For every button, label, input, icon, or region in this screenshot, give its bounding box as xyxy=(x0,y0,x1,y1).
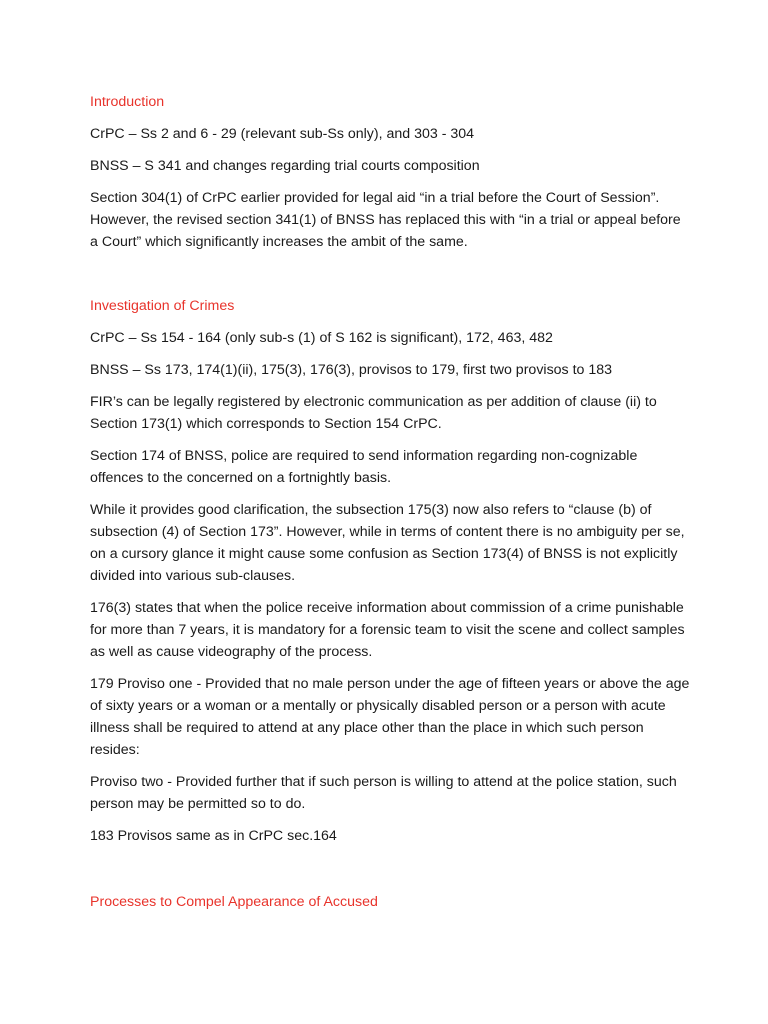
paragraph: 176(3) states that when the police receive information about commission of a crime punishable for more than 7 years, it is mandatory for a forensic team to visit the scene and collect samples as well as cause videography of the process. xyxy=(90,600,685,660)
section-processes-to-compel-appearance xyxy=(90,891,690,913)
paragraph: BNSS – Ss 173, 174(1)(ii), 175(3), 176(3), provisos to 179, first two provisos to 183 xyxy=(90,362,613,378)
paragraph: FIR’s can be legally registered by electronic communication as per addition of clause (ii) to Section 173(1) which corresponds to Section 154 CrPC. xyxy=(90,394,657,432)
paragraph: Section 304(1) of CrPC earlier provided for legal aid “in a trial before the Court of Session”. However, the revised section 341(1) of BNSS has replaced this with “in a trial or appeal before a Court” which significantly increases the ambit of the same. xyxy=(90,190,681,250)
section-spacer xyxy=(90,263,690,295)
paragraph: Section 174 of BNSS, police are required to send information regarding non-cognizable offences to the concerned on a fortnightly basis. xyxy=(90,448,638,486)
section-heading: Introduction xyxy=(90,94,165,110)
document-page xyxy=(90,91,690,923)
paragraph: CrPC – Ss 154 - 164 (only sub-s (1) of S 162 is significant), 172, 463, 482 xyxy=(90,330,553,346)
paragraph: Proviso two - Provided further that if such person is willing to attend at the police station, such person may be permitted so to do. xyxy=(90,774,677,812)
paragraph: BNSS – S 341 and changes regarding trial courts composition xyxy=(90,158,480,174)
section-spacer xyxy=(90,857,690,891)
section-heading: Investigation of Crimes xyxy=(90,298,235,314)
section-introduction xyxy=(90,91,690,253)
paragraph: 179 Proviso one - Provided that no male person under the age of fifteen years or above the age of sixty years or a woman or a mentally or physically disabled person or a person with acute illness shall be required to attend at any place other than the place in which such person resides: xyxy=(90,676,690,758)
paragraph: 183 Provisos same as in CrPC sec.164 xyxy=(90,828,337,844)
section-heading: Processes to Compel Appearance of Accused xyxy=(90,894,378,910)
paragraph: CrPC – Ss 2 and 6 - 29 (relevant sub-Ss only), and 303 - 304 xyxy=(90,126,475,142)
section-investigation-of-crimes xyxy=(90,295,690,847)
paragraph: While it provides good clarification, the subsection 175(3) now also refers to “clause (b) of subsection (4) of Section 173”. However, while in terms of content there is no ambiguity per se, on a cursory glance it might cause some confusion as Section 173(4) of BNSS is not explicitly divided into various sub-clauses. xyxy=(90,502,685,584)
